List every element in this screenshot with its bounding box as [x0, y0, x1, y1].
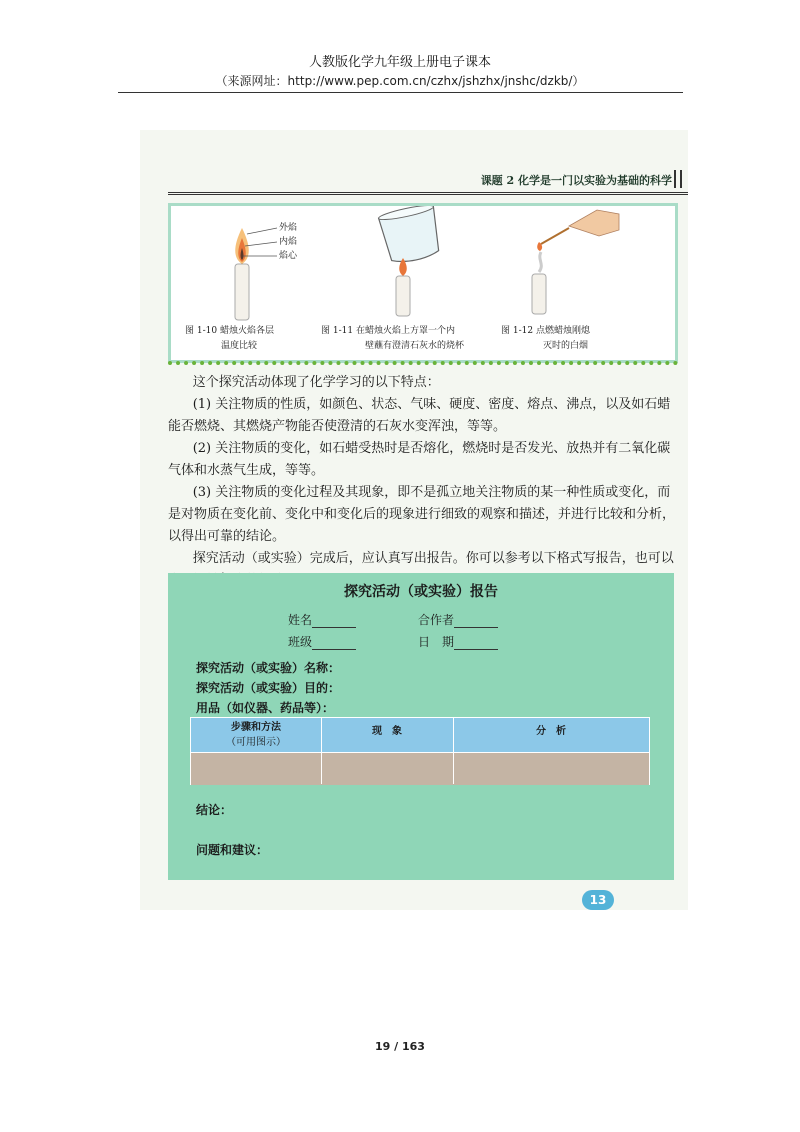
- point-1-paragraph: (1) 关注物质的性质，如颜色、状态、气味、硬度、密度、熔点、沸点，以及如石蜡能否燃烧、其燃烧产物能否使澄清的石灰水变浑浊，等等。: [168, 397, 671, 434]
- document-source-url[interactable]: （来源网址：http://www.pep.com.cn/czhx/jshzhx/jnshc/dzkb/）: [215, 74, 585, 88]
- closing-paragraph: 探究活动（或实验）完成后，应认真写出报告。你可以参考以下格式写报告，也可以: [192, 551, 674, 566]
- document-title: 人教版化学九年级上册电子课本: [308, 55, 491, 70]
- flame-core-label: 焰心: [279, 251, 298, 261]
- class-field: 班级: [288, 633, 356, 650]
- body-text: [168, 372, 678, 592]
- intro-paragraph: 这个探究活动体现了化学学习的以下特点：: [192, 375, 440, 390]
- phenomena-column-header: 现 象: [372, 726, 402, 737]
- activity-name-label: 探究活动（或实验）名称：: [196, 661, 341, 675]
- table-body-row: [191, 752, 649, 785]
- inner-flame-label: 内焰: [279, 237, 298, 247]
- candle-flame-layers-figure: [211, 212, 321, 322]
- document-header: [0, 54, 800, 90]
- dotted-divider: [168, 361, 678, 369]
- chapter-bar: [168, 170, 688, 195]
- relighting-candle-smoke-figure: [489, 206, 639, 320]
- figure-caption: 图 1-10 蜡烛火焰各层 温度比较: [185, 326, 274, 351]
- outer-flame-label: 外焰: [279, 223, 298, 233]
- activity-purpose-label: 探究活动（或实验）目的：: [196, 681, 341, 695]
- textbook-page: [140, 130, 688, 910]
- report-template: [168, 573, 674, 880]
- figure-caption: 图 1-11 在蜡烛火焰上方罩一个内 壁蘸有澄清石灰水的烧杯: [321, 326, 465, 351]
- figure-caption: 图 1-12 点燃蜡烛刚熄 灭时的白烟: [501, 326, 590, 351]
- analysis-column-header: 分 析: [536, 726, 566, 737]
- materials-label: 用品（如仪器、药品等）：: [196, 701, 335, 715]
- date-field: 日 期: [418, 633, 498, 650]
- page-number-badge: 13: [582, 890, 614, 910]
- report-table: [190, 717, 650, 785]
- figures-panel: [168, 203, 678, 363]
- header-divider: [118, 92, 683, 93]
- partner-field: 合作者: [418, 611, 498, 628]
- pagination-indicator: 19 / 163: [375, 1040, 425, 1053]
- chapter-title: 课题 2 化学是一门以实验为基础的科学: [480, 174, 672, 187]
- point-2-paragraph: (2) 关注物质的变化，如石蜡受热时是否熔化，燃烧时是否发光、放热并有二氧化碳气体和水蒸气生成，等等。: [168, 441, 671, 478]
- name-field: 姓名: [288, 611, 356, 628]
- report-title: 探究活动（或实验）报告: [344, 584, 498, 600]
- questions-label: 问题和建议：: [196, 843, 269, 857]
- steps-column-header: 步骤和方法 （可用图示）: [226, 722, 286, 748]
- conclusion-label: 结论：: [196, 803, 233, 817]
- beaker-over-candle-figure: [351, 206, 471, 320]
- point-3-paragraph: (3) 关注物质的变化过程及其现象，即不是孤立地关注物质的某一种性质或变化，而是对物质在变化前、变化中和变化后的现象进行细致的观察和描述，并进行比较和分析，以得出可靠的结论。: [168, 485, 676, 544]
